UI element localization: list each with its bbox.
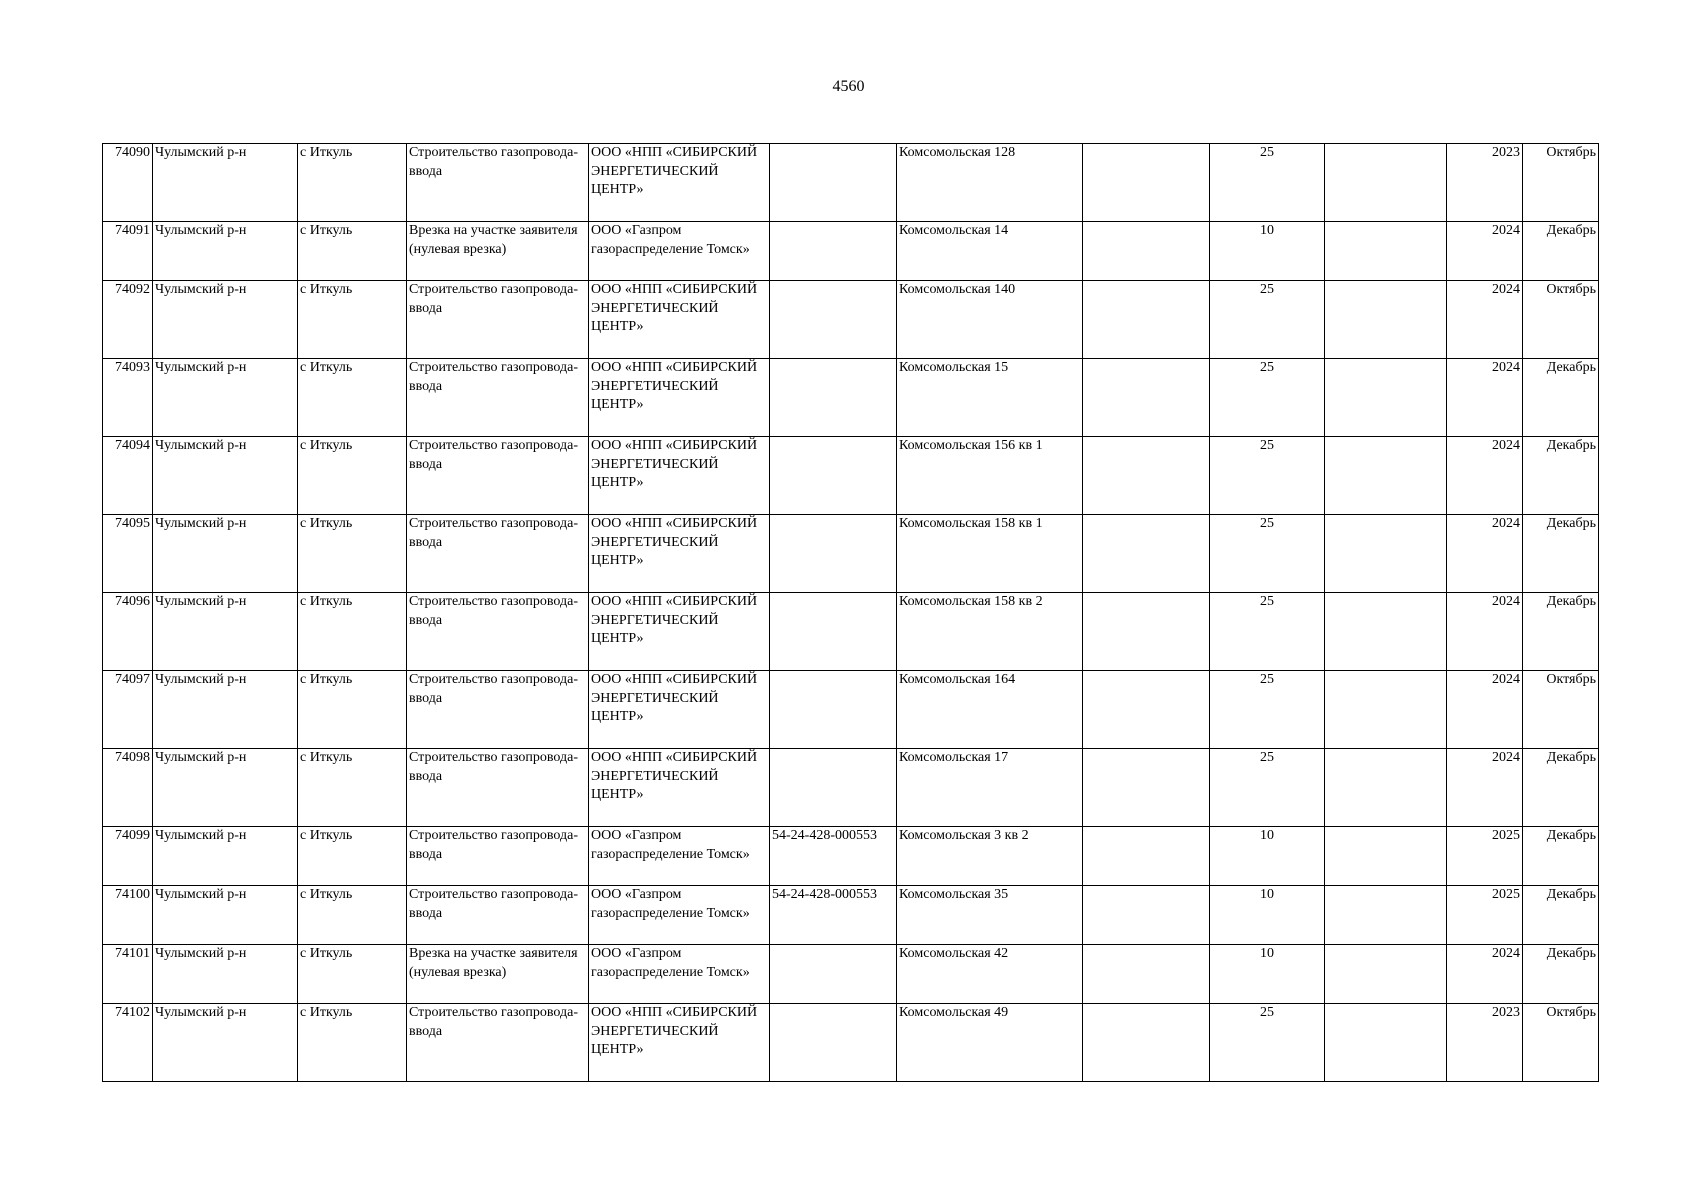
month-cell: Декабрь bbox=[1523, 359, 1599, 437]
year-cell: 2023 bbox=[1447, 1004, 1523, 1082]
year-cell: 2025 bbox=[1447, 886, 1523, 945]
blank-cell bbox=[1325, 1004, 1447, 1082]
extra-cell bbox=[1083, 593, 1210, 671]
district-cell: Чулымский р-н bbox=[153, 359, 298, 437]
blank-cell bbox=[1325, 437, 1447, 515]
organization-cell: ООО «Газпром газораспределение Томск» bbox=[589, 827, 770, 886]
diameter-cell: 25 bbox=[1210, 281, 1325, 359]
year-cell: 2024 bbox=[1447, 749, 1523, 827]
work-type-cell: Строительство газопровода-ввода bbox=[407, 359, 589, 437]
diameter-cell: 25 bbox=[1210, 437, 1325, 515]
blank-cell bbox=[1325, 144, 1447, 222]
diameter-cell: 10 bbox=[1210, 886, 1325, 945]
address-cell: Комсомольская 3 кв 2 bbox=[897, 827, 1083, 886]
extra-cell bbox=[1083, 144, 1210, 222]
year-cell: 2023 bbox=[1447, 144, 1523, 222]
extra-cell bbox=[1083, 281, 1210, 359]
month-cell: Декабрь bbox=[1523, 886, 1599, 945]
row-id: 74094 bbox=[103, 437, 153, 515]
table-row bbox=[103, 945, 1599, 1004]
work-type-cell: Строительство газопровода-ввода bbox=[407, 671, 589, 749]
diameter-cell: 25 bbox=[1210, 359, 1325, 437]
code-cell: 54-24-428-000553 bbox=[770, 886, 897, 945]
table-row bbox=[103, 886, 1599, 945]
settlement-cell: с Иткуль bbox=[298, 144, 407, 222]
row-id: 74097 bbox=[103, 671, 153, 749]
address-cell: Комсомольская 156 кв 1 bbox=[897, 437, 1083, 515]
month-cell: Октябрь bbox=[1523, 144, 1599, 222]
diameter-cell: 25 bbox=[1210, 671, 1325, 749]
organization-cell: ООО «Газпром газораспределение Томск» bbox=[589, 222, 770, 281]
month-cell: Октябрь bbox=[1523, 671, 1599, 749]
year-cell: 2024 bbox=[1447, 359, 1523, 437]
year-cell: 2024 bbox=[1447, 671, 1523, 749]
organization-cell: ООО «НПП «СИБИРСКИЙ ЭНЕРГЕТИЧЕСКИЙ ЦЕНТР» bbox=[589, 281, 770, 359]
district-cell: Чулымский р-н bbox=[153, 222, 298, 281]
code-cell bbox=[770, 222, 897, 281]
row-id: 74099 bbox=[103, 827, 153, 886]
month-cell: Декабрь bbox=[1523, 593, 1599, 671]
diameter-cell: 25 bbox=[1210, 593, 1325, 671]
blank-cell bbox=[1325, 281, 1447, 359]
year-cell: 2024 bbox=[1447, 945, 1523, 1004]
extra-cell bbox=[1083, 671, 1210, 749]
district-cell: Чулымский р-н bbox=[153, 437, 298, 515]
month-cell: Октябрь bbox=[1523, 281, 1599, 359]
settlement-cell: с Иткуль bbox=[298, 1004, 407, 1082]
district-cell: Чулымский р-н bbox=[153, 593, 298, 671]
settlement-cell: с Иткуль bbox=[298, 515, 407, 593]
district-cell: Чулымский р-н bbox=[153, 749, 298, 827]
code-cell bbox=[770, 945, 897, 1004]
extra-cell bbox=[1083, 1004, 1210, 1082]
organization-cell: ООО «НПП «СИБИРСКИЙ ЭНЕРГЕТИЧЕСКИЙ ЦЕНТР» bbox=[589, 359, 770, 437]
code-cell bbox=[770, 749, 897, 827]
year-cell: 2024 bbox=[1447, 593, 1523, 671]
settlement-cell: с Иткуль bbox=[298, 222, 407, 281]
extra-cell bbox=[1083, 359, 1210, 437]
year-cell: 2024 bbox=[1447, 437, 1523, 515]
district-cell: Чулымский р-н bbox=[153, 515, 298, 593]
address-cell: Комсомольская 158 кв 2 bbox=[897, 593, 1083, 671]
district-cell: Чулымский р-н bbox=[153, 281, 298, 359]
organization-cell: ООО «НПП «СИБИРСКИЙ ЭНЕРГЕТИЧЕСКИЙ ЦЕНТР» bbox=[589, 515, 770, 593]
address-cell: Комсомольская 164 bbox=[897, 671, 1083, 749]
month-cell: Декабрь bbox=[1523, 749, 1599, 827]
settlement-cell: с Иткуль bbox=[298, 886, 407, 945]
diameter-cell: 10 bbox=[1210, 827, 1325, 886]
year-cell: 2024 bbox=[1447, 281, 1523, 359]
address-cell: Комсомольская 15 bbox=[897, 359, 1083, 437]
month-cell: Декабрь bbox=[1523, 222, 1599, 281]
extra-cell bbox=[1083, 515, 1210, 593]
extra-cell bbox=[1083, 437, 1210, 515]
row-id: 74101 bbox=[103, 945, 153, 1004]
address-cell: Комсомольская 42 bbox=[897, 945, 1083, 1004]
diameter-cell: 25 bbox=[1210, 1004, 1325, 1082]
code-cell: 54-24-428-000553 bbox=[770, 827, 897, 886]
work-type-cell: Строительство газопровода-ввода bbox=[407, 1004, 589, 1082]
year-cell: 2024 bbox=[1447, 222, 1523, 281]
extra-cell bbox=[1083, 749, 1210, 827]
address-cell: Комсомольская 14 bbox=[897, 222, 1083, 281]
diameter-cell: 25 bbox=[1210, 515, 1325, 593]
extra-cell bbox=[1083, 222, 1210, 281]
month-cell: Октябрь bbox=[1523, 1004, 1599, 1082]
address-cell: Комсомольская 35 bbox=[897, 886, 1083, 945]
month-cell: Декабрь bbox=[1523, 437, 1599, 515]
row-id: 74095 bbox=[103, 515, 153, 593]
work-type-cell: Строительство газопровода-ввода bbox=[407, 593, 589, 671]
code-cell bbox=[770, 359, 897, 437]
blank-cell bbox=[1325, 515, 1447, 593]
row-id: 74092 bbox=[103, 281, 153, 359]
work-type-cell: Строительство газопровода-ввода bbox=[407, 437, 589, 515]
table-row bbox=[103, 515, 1599, 593]
address-cell: Комсомольская 49 bbox=[897, 1004, 1083, 1082]
row-id: 74096 bbox=[103, 593, 153, 671]
organization-cell: ООО «НПП «СИБИРСКИЙ ЭНЕРГЕТИЧЕСКИЙ ЦЕНТР» bbox=[589, 144, 770, 222]
table-row bbox=[103, 1004, 1599, 1082]
table-row bbox=[103, 359, 1599, 437]
row-id: 74093 bbox=[103, 359, 153, 437]
blank-cell bbox=[1325, 222, 1447, 281]
code-cell bbox=[770, 1004, 897, 1082]
blank-cell bbox=[1325, 945, 1447, 1004]
diameter-cell: 10 bbox=[1210, 222, 1325, 281]
page-number: 4560 bbox=[832, 78, 865, 95]
blank-cell bbox=[1325, 671, 1447, 749]
work-type-cell: Строительство газопровода-ввода bbox=[407, 144, 589, 222]
work-type-cell: Строительство газопровода-ввода bbox=[407, 515, 589, 593]
table-row bbox=[103, 593, 1599, 671]
extra-cell bbox=[1083, 945, 1210, 1004]
row-id: 74090 bbox=[103, 144, 153, 222]
work-type-cell: Врезка на участке заявителя (нулевая врезка) bbox=[407, 945, 589, 1004]
table-row bbox=[103, 671, 1599, 749]
year-cell: 2024 bbox=[1447, 515, 1523, 593]
address-cell: Комсомольская 158 кв 1 bbox=[897, 515, 1083, 593]
month-cell: Декабрь bbox=[1523, 827, 1599, 886]
settlement-cell: с Иткуль bbox=[298, 281, 407, 359]
settlement-cell: с Иткуль bbox=[298, 593, 407, 671]
district-cell: Чулымский р-н bbox=[153, 1004, 298, 1082]
address-cell: Комсомольская 128 bbox=[897, 144, 1083, 222]
organization-cell: ООО «НПП «СИБИРСКИЙ ЭНЕРГЕТИЧЕСКИЙ ЦЕНТР» bbox=[589, 593, 770, 671]
work-type-cell: Строительство газопровода-ввода bbox=[407, 749, 589, 827]
blank-cell bbox=[1325, 886, 1447, 945]
extra-cell bbox=[1083, 886, 1210, 945]
blank-cell bbox=[1325, 749, 1447, 827]
work-type-cell: Строительство газопровода-ввода bbox=[407, 886, 589, 945]
settlement-cell: с Иткуль bbox=[298, 671, 407, 749]
code-cell bbox=[770, 281, 897, 359]
settlement-cell: с Иткуль bbox=[298, 945, 407, 1004]
address-cell: Комсомольская 17 bbox=[897, 749, 1083, 827]
district-cell: Чулымский р-н bbox=[153, 144, 298, 222]
month-cell: Декабрь bbox=[1523, 945, 1599, 1004]
row-id: 74100 bbox=[103, 886, 153, 945]
diameter-cell: 25 bbox=[1210, 144, 1325, 222]
district-cell: Чулымский р-н bbox=[153, 827, 298, 886]
address-cell: Комсомольская 140 bbox=[897, 281, 1083, 359]
code-cell bbox=[770, 515, 897, 593]
diameter-cell: 10 bbox=[1210, 945, 1325, 1004]
row-id: 74098 bbox=[103, 749, 153, 827]
settlement-cell: с Иткуль bbox=[298, 749, 407, 827]
organization-cell: ООО «Газпром газораспределение Томск» bbox=[589, 945, 770, 1004]
code-cell bbox=[770, 671, 897, 749]
organization-cell: ООО «НПП «СИБИРСКИЙ ЭНЕРГЕТИЧЕСКИЙ ЦЕНТР» bbox=[589, 437, 770, 515]
blank-cell bbox=[1325, 827, 1447, 886]
diameter-cell: 25 bbox=[1210, 749, 1325, 827]
row-id: 74102 bbox=[103, 1004, 153, 1082]
district-cell: Чулымский р-н bbox=[153, 945, 298, 1004]
table-row bbox=[103, 827, 1599, 886]
table-row bbox=[103, 222, 1599, 281]
organization-cell: ООО «НПП «СИБИРСКИЙ ЭНЕРГЕТИЧЕСКИЙ ЦЕНТР» bbox=[589, 671, 770, 749]
settlement-cell: с Иткуль bbox=[298, 359, 407, 437]
code-cell bbox=[770, 593, 897, 671]
district-cell: Чулымский р-н bbox=[153, 886, 298, 945]
organization-cell: ООО «НПП «СИБИРСКИЙ ЭНЕРГЕТИЧЕСКИЙ ЦЕНТР» bbox=[589, 1004, 770, 1082]
gasification-table bbox=[102, 143, 1599, 1082]
code-cell bbox=[770, 144, 897, 222]
organization-cell: ООО «Газпром газораспределение Томск» bbox=[589, 886, 770, 945]
work-type-cell: Врезка на участке заявителя (нулевая врезка) bbox=[407, 222, 589, 281]
organization-cell: ООО «НПП «СИБИРСКИЙ ЭНЕРГЕТИЧЕСКИЙ ЦЕНТР» bbox=[589, 749, 770, 827]
district-cell: Чулымский р-н bbox=[153, 671, 298, 749]
blank-cell bbox=[1325, 359, 1447, 437]
table-row bbox=[103, 144, 1599, 222]
month-cell: Декабрь bbox=[1523, 515, 1599, 593]
settlement-cell: с Иткуль bbox=[298, 437, 407, 515]
extra-cell bbox=[1083, 827, 1210, 886]
work-type-cell: Строительство газопровода-ввода bbox=[407, 827, 589, 886]
code-cell bbox=[770, 437, 897, 515]
work-type-cell: Строительство газопровода-ввода bbox=[407, 281, 589, 359]
table-row bbox=[103, 281, 1599, 359]
table-row bbox=[103, 749, 1599, 827]
year-cell: 2025 bbox=[1447, 827, 1523, 886]
row-id: 74091 bbox=[103, 222, 153, 281]
blank-cell bbox=[1325, 593, 1447, 671]
table-row bbox=[103, 437, 1599, 515]
settlement-cell: с Иткуль bbox=[298, 827, 407, 886]
